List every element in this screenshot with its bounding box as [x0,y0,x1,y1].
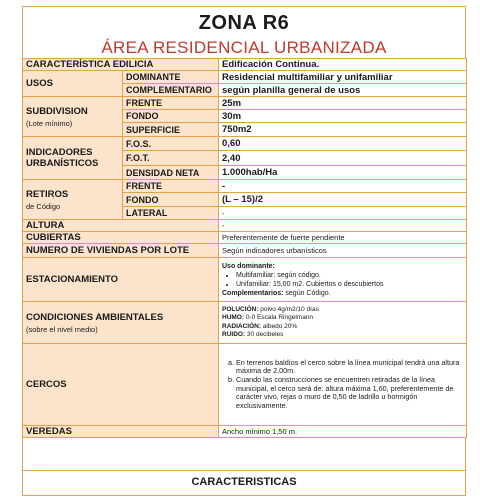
veredas-label: VEREDAS [23,426,219,438]
subdivision-label [23,97,123,137]
densidad-value: 1.000hab/Ha [219,166,467,180]
usos-dominante-label: DOMINANTE [123,71,219,84]
complementarios-value: según Código. [283,289,331,297]
row-veredas [23,426,467,438]
title-block [22,6,466,58]
zone-title: ZONA R6 [198,12,290,34]
row-usos-dominante [23,71,467,84]
humo-line [222,314,463,323]
usos-dominante-value: Residencial multifamiliar y unifamiliar [219,71,467,84]
ruido-label: RUIDO: [222,331,246,338]
caracteristica-value: Edificación Continua. [219,59,467,71]
cercos-item-a: a. En terrenos baldíos el cerco sobre la línea municipal tendrá una altura máxima de 2,00m. [236,359,463,376]
row-altura [23,220,467,232]
humo-label: HUMO: [222,314,245,321]
cercos-value [219,344,467,426]
row-ambientales [23,302,467,344]
subdivision-superficie-value: 750m2 [219,123,467,137]
radiacion-value: albedo 20% [261,322,298,330]
complementarios-line [222,289,463,298]
ruido-line [222,331,463,340]
usos-complementario-value: según planilla general de usos [219,84,467,97]
fot-value: 2,40 [219,151,467,166]
estacionamiento-label: ESTACIONAMIENTO [23,258,219,302]
complementarios-label: Complementarios: [222,289,284,297]
row-indicadores-fos [23,137,467,151]
polucion-line [222,306,463,315]
altura-label: ALTURA [23,220,219,232]
ambientales-note: (sobre el nivel medio) [26,324,98,334]
row-retiros-frente [23,180,467,193]
row-subdivision-frente [23,97,467,110]
retiros-frente-label: FRENTE [123,180,219,193]
polucion-value: polvo 4g/m2/10 días [258,305,319,313]
viviendas-label: NUMERO DE VIVIENDAS POR LOTE [23,244,219,258]
polucion-label: POLUCIÓN: [222,305,259,313]
usos-label: USOS [23,71,123,97]
densidad-label: DENSIDAD NETA [123,166,219,180]
retiros-note: de Código [26,201,61,211]
ambientales-value [219,302,467,344]
retiros-fondo-value: (L – 15)/2 [219,193,467,207]
ambientales-label [23,302,219,344]
row-estacionamiento [23,258,467,302]
retiros-lateral-label: LATERAL [123,207,219,220]
veredas-value: Ancho mínimo 1,50 m. [219,426,467,438]
subdivision-note: (Lote mínimo) [26,118,73,128]
radiacion-label: RADIACIÓN: [222,322,261,330]
retiros-label [23,180,123,220]
retiros-fondo-label: FONDO [123,193,219,207]
humo-value: 0-0 Escala Ringelmann [244,314,314,321]
estacionamiento-item-1: • Multifamiliar: según código. [236,271,463,280]
caracteristica-label: CARACTERÍSTICA EDILICIA [23,59,219,71]
row-cubiertas [23,232,467,244]
uso-dominante-label: Uso dominante: [222,262,275,270]
retiros-title: RETIROS [26,188,69,200]
fot-label: F.O.T. [123,151,219,166]
cubiertas-label: CUBIERTAS [23,232,219,244]
cercos-item-b: b. Cuando las construcciones se encuentren retiradas de la línea municipal, el cerco será de: altura máxima 1,60, preferentemente de carácter vivo, rejas o muro de 0,50 de ladrillo u hormigón exclusivamente. [236,376,463,410]
retiros-frente-value: - [219,180,467,193]
indicadores-title-1: INDICADORES [26,147,93,158]
viviendas-value: Según indicadores urbanísticos [219,244,467,258]
row-caracteristica [23,59,467,71]
estacionamiento-item-2: • Unifamiliar: 15,00 m2. Cubiertos o descubiertos [236,280,463,289]
subdivision-fondo-label: FONDO [123,110,219,123]
subdivision-frente-label: FRENTE [123,97,219,110]
cercos-label: CERCOS [23,344,219,426]
cercos-list [222,359,463,411]
zone-subtitle: ÁREA RESIDENCIAL URBANIZADA [101,38,387,57]
estacionamiento-list [222,271,463,289]
fos-value: 0,60 [219,137,467,151]
indicadores-label [23,137,123,180]
ambientales-title: CONDICIONES AMBIENTALES [26,311,164,323]
indicadores-title-2: URBANÍSTICOS [26,158,99,169]
fos-label: F.O.S. [123,137,219,151]
subdivision-superficie-label: SUPERFICIE [123,123,219,137]
ruido-value: 30 decibeles [245,331,284,338]
retiros-lateral-value: - [219,207,467,220]
row-cercos [23,344,467,426]
estacionamiento-value [219,258,467,302]
cubiertas-value: Preferentemente de fuerte pendiente [219,232,467,244]
subdivision-frente-value: 25m [219,97,467,110]
row-viviendas [23,244,467,258]
radiacion-line [222,323,463,332]
footer-title: CARACTERISTICAS [22,470,466,493]
subdivision-fondo-value: 30m [219,110,467,123]
altura-value: - [219,220,467,232]
subdivision-title: SUBDIVISION [26,105,88,117]
zone-table [22,58,467,438]
usos-complementario-label: COMPLEMENTARIO [123,84,219,97]
